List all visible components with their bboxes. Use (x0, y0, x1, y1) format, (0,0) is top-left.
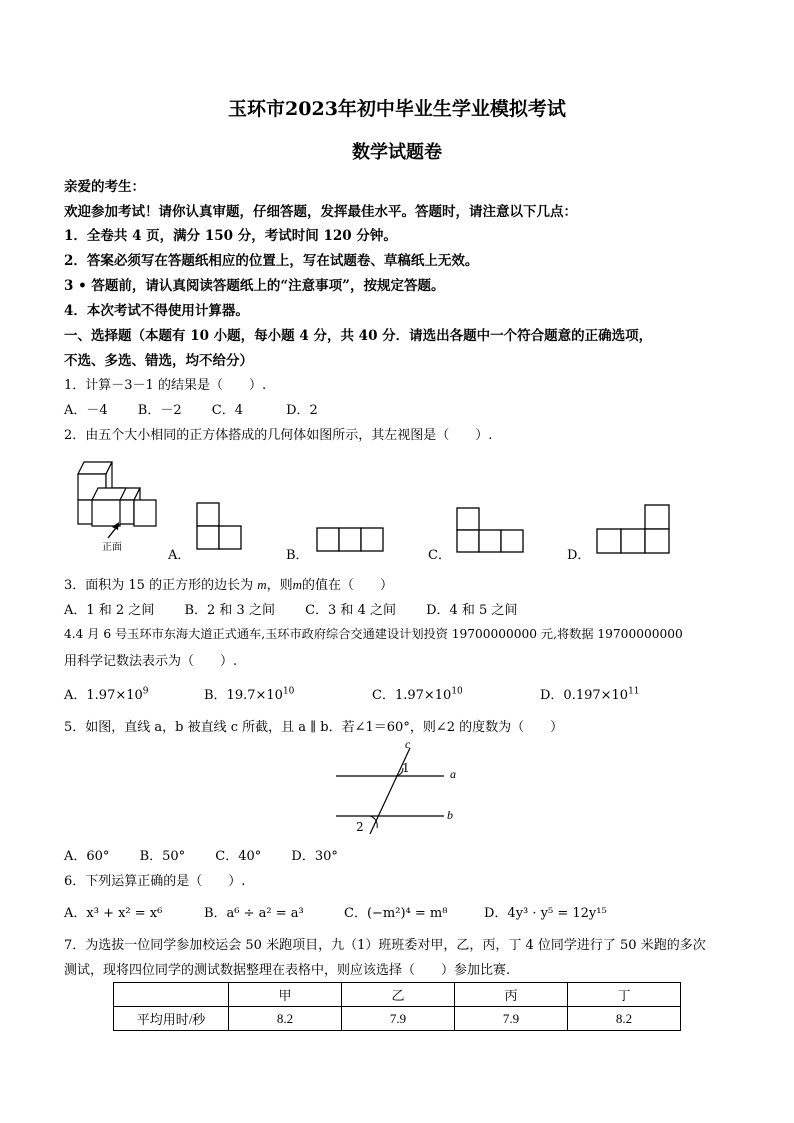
q5-label-a: a (450, 767, 456, 781)
q4-option-d-base: D．0.197×10 (540, 688, 629, 703)
q1-options: A．－4 B．－2 C．4 D．2 (64, 403, 318, 418)
table-cell: 7.9 (342, 1007, 455, 1031)
q4-option-c (372, 684, 463, 703)
q6-option-b: B．a⁶ ÷ a² = a³ (204, 906, 304, 921)
q2-option-d-label: D． (567, 548, 591, 563)
q2-option-c-label: C． (428, 548, 451, 563)
table-cell: 8.2 (229, 1007, 342, 1031)
exam-title: 玉环市2023年初中毕业生学业模拟考试 (228, 98, 566, 120)
section-heading: 一、选择题（本题有 10 小题，每小题 4 分，共 40 分．请选出各题中一个符合题意的正确选项， (64, 328, 653, 344)
q2-option-b-label: B． (286, 548, 309, 563)
q2-stem: 2．由五个大小相同的正方体搭成的几何体如图所示，其左视图是（ ）. (64, 428, 493, 443)
q4-option-d (540, 684, 640, 703)
q3-stem-mid: ，则 (266, 578, 293, 593)
q5-label-angle2: 2 (356, 820, 364, 834)
q4-option-b (204, 684, 294, 703)
q6-option-a: A．x³ + x² = x⁶ (64, 906, 163, 921)
q6-option-d: D．4y³ · y⁵ = 12y¹⁵ (484, 906, 607, 921)
q4-option-c-base: C．1.97×10 (372, 688, 452, 703)
q4-option-b-base: B．19.7×10 (204, 688, 283, 703)
q4-stem-cont: 用科学记数法表示为（ ）. (64, 654, 238, 669)
table-header-cell: 丙 (455, 983, 568, 1007)
note-3: 3 • 答题前，请认真阅读答题纸上的“注意事项”，按规定答题。 (64, 278, 445, 294)
q3-var-m: m (257, 577, 267, 592)
q2-option-b-figure (316, 527, 384, 553)
table-row (114, 1007, 681, 1031)
q2-option-a-label: A． (168, 548, 191, 563)
note-1: 1．全卷共 4 页，满分 150 分，考试时间 120 分钟。 (64, 228, 397, 244)
q7-stem-cont: 测试，现将四位同学的测试数据整理在表格中，则应该选择（ ）参加比赛. (64, 963, 511, 978)
q7-stem: 7．为选拔一位同学参加校运会 50 米跑项目，九（1）班班委对甲，乙，丙，丁 4 位同学进行了 50 米跑的多次 (64, 938, 706, 953)
q4-option-d-exp: 11 (628, 686, 640, 697)
table-header-cell: 丁 (568, 983, 681, 1007)
q4-stem: 4.4 月 6 号玉环市东海大道正式通车,玉环市政府综合交通建设计划投资 19700000000 元,将数据 19700000000 (64, 627, 683, 641)
q7-data-table (113, 982, 681, 1031)
q3-stem (64, 574, 393, 593)
table-header-row (114, 983, 681, 1007)
q4-option-c-exp: 10 (451, 686, 463, 697)
q1-stem: 1．计算－3－1 的结果是（ ）. (64, 378, 267, 393)
q5-label-b: b (447, 808, 453, 822)
q4-option-a (64, 684, 149, 703)
note-2: 2．答案必须写在答题纸相应的位置上，写在试题卷、草稿纸上无效。 (64, 253, 479, 269)
q4-option-b-exp: 10 (282, 686, 295, 697)
q5-label-angle1: 1 (402, 761, 410, 775)
greeting: 亲爱的考生： (64, 179, 145, 195)
table-header-cell (114, 983, 229, 1007)
q5-stem: 5．如图，直线 a，b 被直线 c 所截，且 a ∥ b．若∠1＝60°，则∠2 的度数为（ ） (64, 720, 564, 735)
table-cell: 8.2 (568, 1007, 681, 1031)
exam-subtitle: 数学试题卷 (352, 142, 442, 163)
table-header-cell: 甲 (229, 983, 342, 1007)
q6-stem: 6．下列运算正确的是（ ）. (64, 874, 246, 889)
table-row-label: 平均用时/秒 (114, 1007, 229, 1031)
q2-option-c-figure (456, 507, 524, 553)
welcome-text: 欢迎参加考试！请你认真审题，仔细答题，发挥最佳水平。答题时，请注意以下几点： (64, 204, 577, 220)
q3-var-m-2: m (292, 577, 303, 592)
q3-options: A．1 和 2 之间 B．2 和 3 之间 C．3 和 4 之间 D．4 和 5 之间 (64, 603, 518, 618)
q4-option-a-exp: 9 (142, 686, 149, 697)
q5-options: A．60° B．50° C．40° D．30° (64, 849, 338, 864)
q5-label-c: c (405, 737, 411, 751)
q2-front-label: 正面 (102, 542, 122, 553)
section-heading-cont: 不选、多选、错选，均不给分） (64, 353, 253, 369)
note-4: 4．本次考试不得使用计算器。 (64, 303, 249, 319)
q6-option-c: C．(−m²)⁴ = m⁸ (344, 906, 448, 921)
q3-stem-pre: 3．面积为 15 的正方形的边长为 (64, 578, 258, 593)
q4-option-a-base: A．1.97×10 (64, 688, 143, 703)
table-cell: 7.9 (455, 1007, 568, 1031)
q2-option-d-figure (596, 504, 670, 554)
q3-stem-post: 的值在（ ） (302, 578, 394, 593)
q2-option-a-figure (196, 502, 244, 550)
table-header-cell: 乙 (342, 983, 455, 1007)
